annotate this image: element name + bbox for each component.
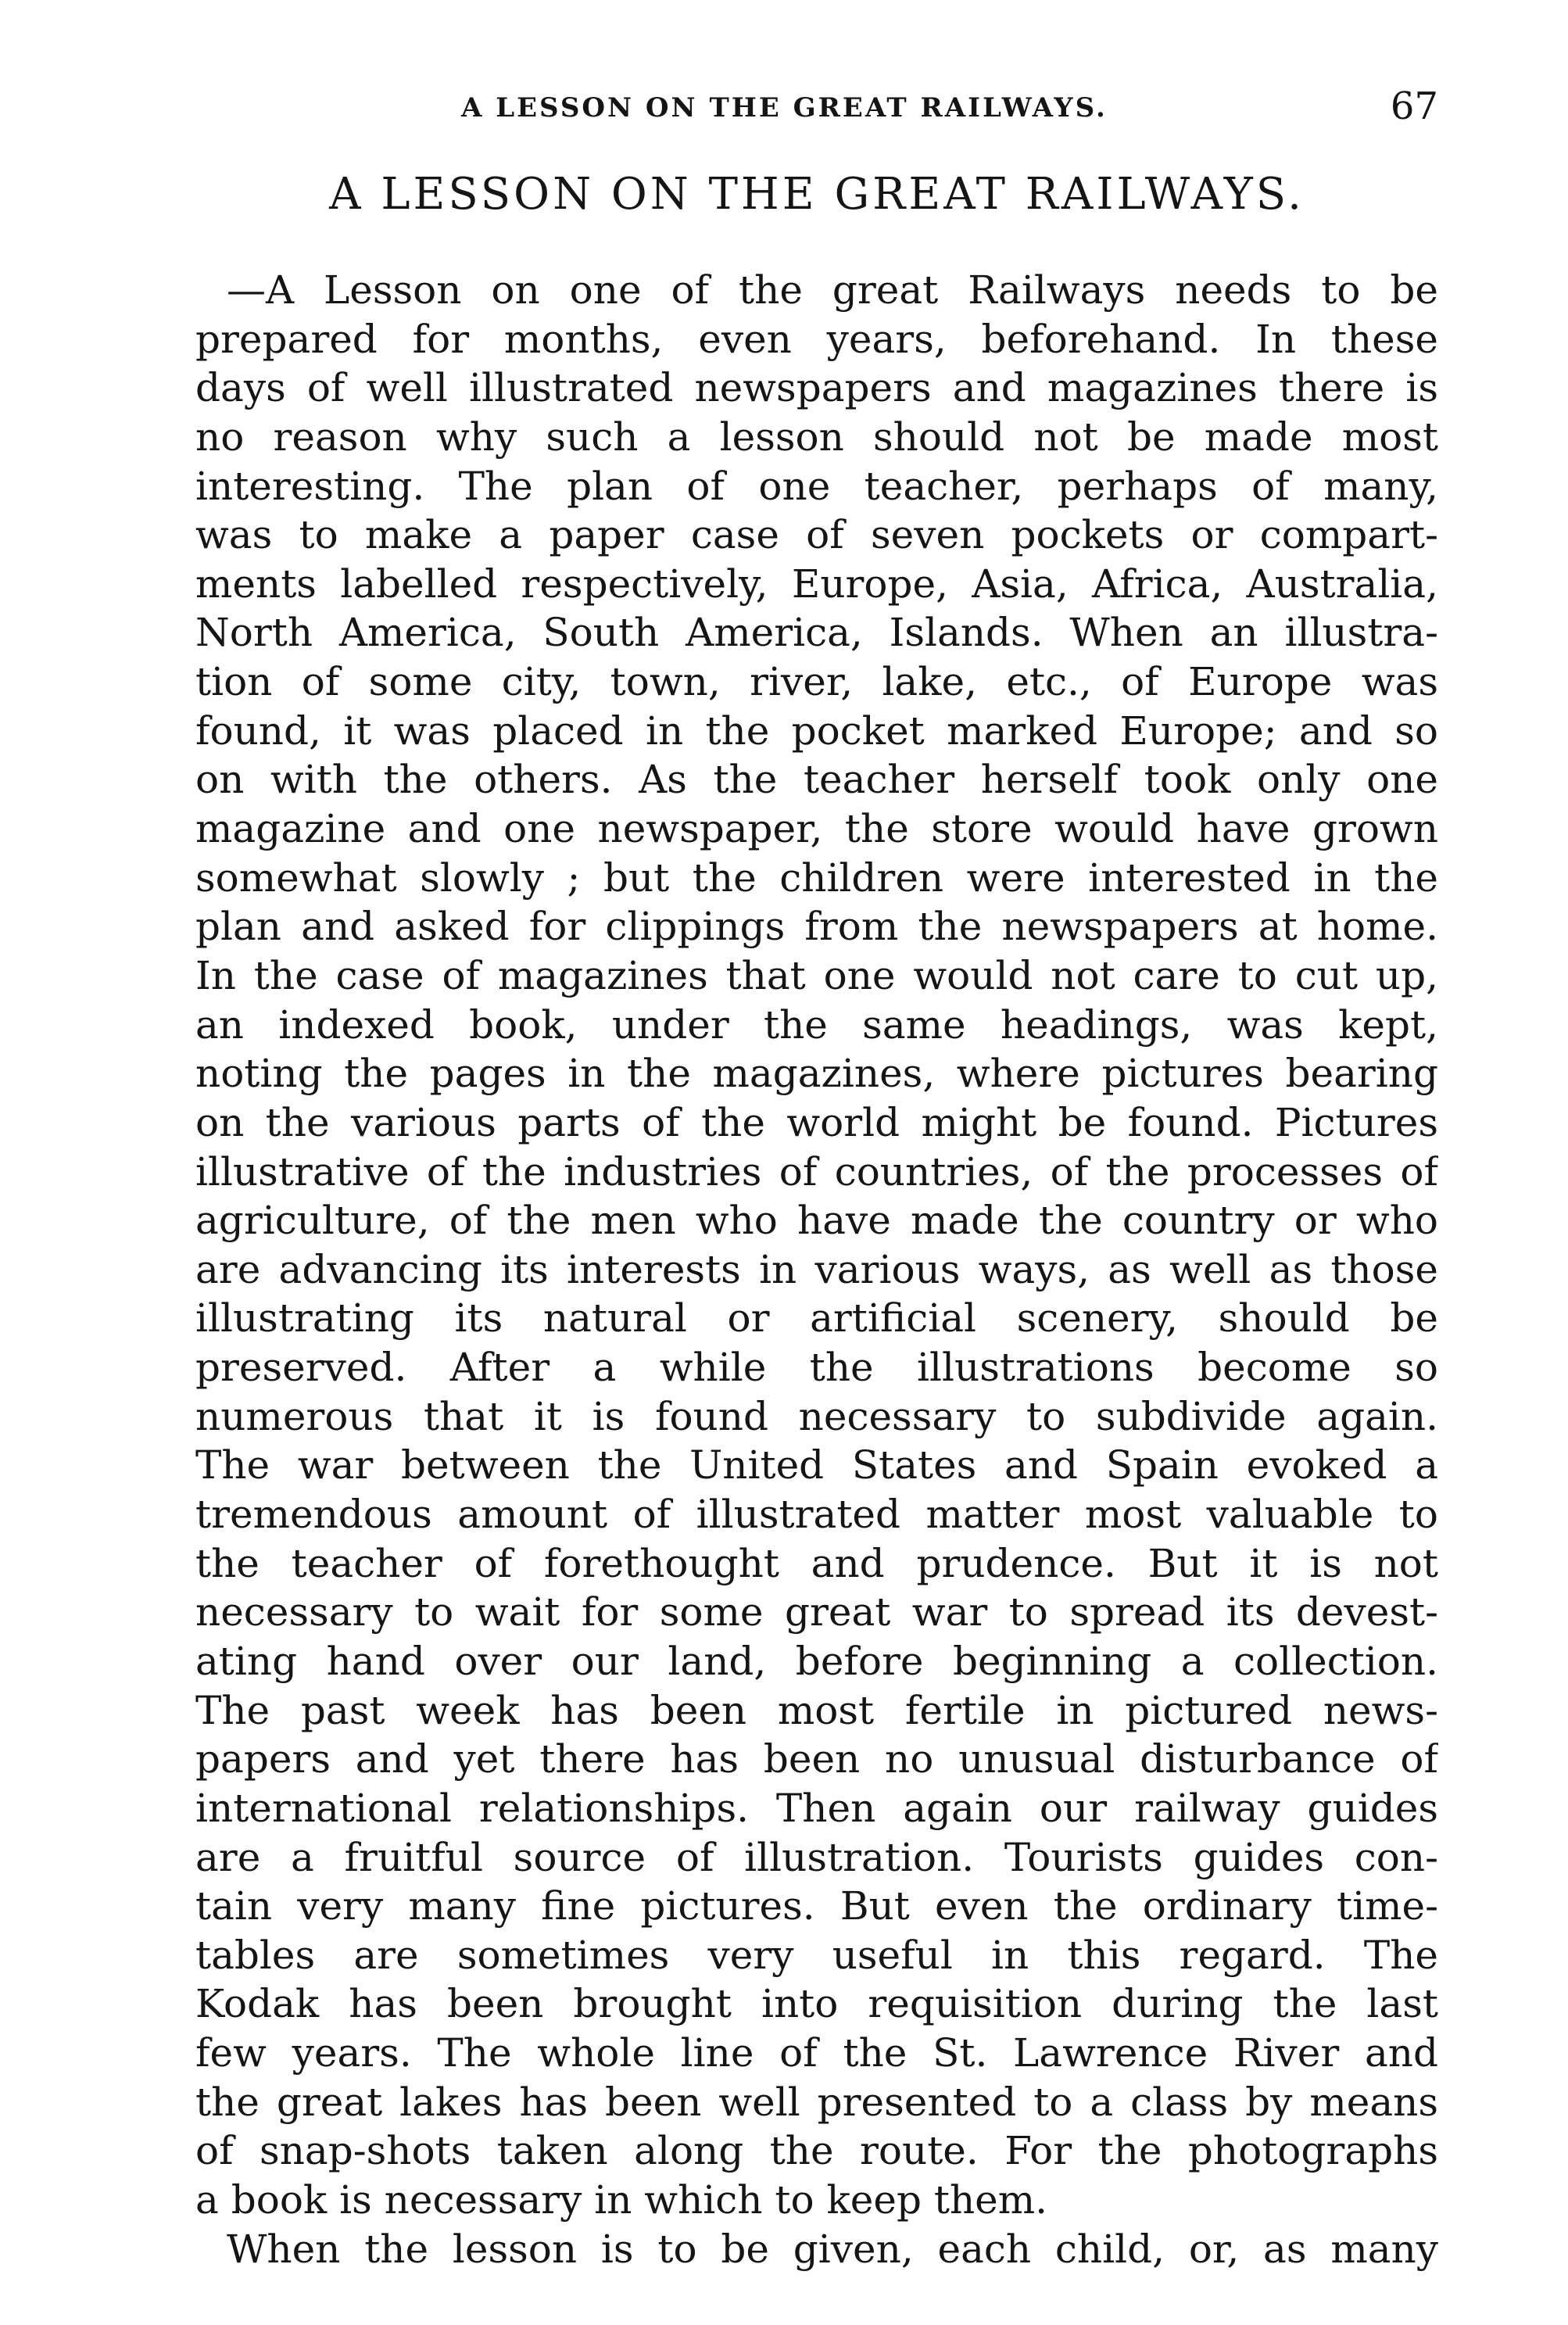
text-line: the teacher of forethought and prudence. But it is not [195,1540,1438,1586]
text-line: of snap-shots taken along the route. For the photographs [195,2128,1438,2174]
text-line: was to make a paper case of seven pockets or compart- [195,512,1438,558]
running-title: A LESSON ON THE GREAT RAILWAYS. [461,92,1108,124]
text-line: agriculture, of the men who have made the country or who [195,1198,1438,1244]
article-title: A LESSON ON THE GREAT RAILWAYS. [329,169,1305,220]
text-line: somewhat slowly ; but the children were interested in the [195,854,1438,901]
text-line: illustrating its natural or artificial scenery, should be [195,1295,1438,1342]
text-line: numerous that it is found necessary to subdivide again. [195,1393,1438,1439]
text-line: few years. The whole line of the St. Lawrence River and [195,2030,1438,2076]
text-line: papers and yet there has been no unusual disturbance of [195,1736,1438,1782]
text-line: a book is necessary in which to keep them. [195,2176,1048,2223]
text-line: When the lesson is to be given, each child, or, as many [227,2226,1438,2272]
text-line: necessary to wait for some great war to spread its devest- [195,1589,1438,1635]
text-line: international relationships. Then again our railway guides [195,1785,1438,1831]
text-line: noting the pages in the magazines, where pictures bearing [195,1051,1438,1097]
text-line: North America, South America, Islands. When an illustra- [195,610,1438,656]
article-body [195,266,1438,2273]
text-line: preserved. After a while the illustrations become so [195,1345,1438,1391]
text-line: prepared for months, even years, beforehand. In these [195,316,1438,362]
text-line: on the various parts of the world might be found. Pictures [195,1099,1438,1145]
text-line: illustrative of the industries of countries, of the processes of [195,1148,1438,1195]
text-line: magazine and one newspaper, the store would have grown [195,806,1438,852]
text-line: the great lakes has been well presented to a class by means [195,2079,1438,2125]
text-line: tremendous amount of illustrated matter most valuable to [195,1492,1438,1538]
page-number: 67 [1390,84,1438,128]
text-line: found, it was placed in the pocket marked Europe; and so [195,708,1438,754]
text-line: plan and asked for clippings from the newspapers at home. [195,904,1438,950]
text-line: are a fruitful source of illustration. Tourists guides con- [195,1834,1438,1880]
text-line: In the case of magazines that one would not care to cut up, [195,952,1438,998]
text-line: tables are sometimes very useful in this regard. The [195,1932,1438,1978]
text-line: no reason why such a lesson should not be made most [195,414,1438,460]
text-line: an indexed book, under the same headings, was kept, [195,1001,1438,1048]
text-line: tion of some city, town, river, lake, etc., of Europe was [195,659,1438,705]
text-line: —A Lesson on one of the great Railways needs to be [227,267,1438,313]
text-line: interesting. The plan of one teacher, perhaps of many, [195,463,1438,509]
text-line: Kodak has been brought into requisition during the last [195,1981,1438,2027]
text-line: The past week has been most fertile in pictured news- [195,1687,1438,1733]
text-line: ating hand over our land, before beginning a collection. [195,1638,1438,1684]
text-line: The war between the United States and Spain evoked a [195,1442,1438,1489]
text-line: ments labelled respectively, Europe, Asia, Africa, Australia, [195,561,1438,607]
running-header [195,84,1438,139]
text-line: on with the others. As the teacher herself took only one [195,757,1438,803]
text-line: days of well illustrated newspapers and magazines there is [195,365,1438,411]
text-line: tain very many fine pictures. But even the ordinary time- [195,1883,1438,1929]
text-line: are advancing its interests in various ways, as well as those [195,1246,1438,1292]
